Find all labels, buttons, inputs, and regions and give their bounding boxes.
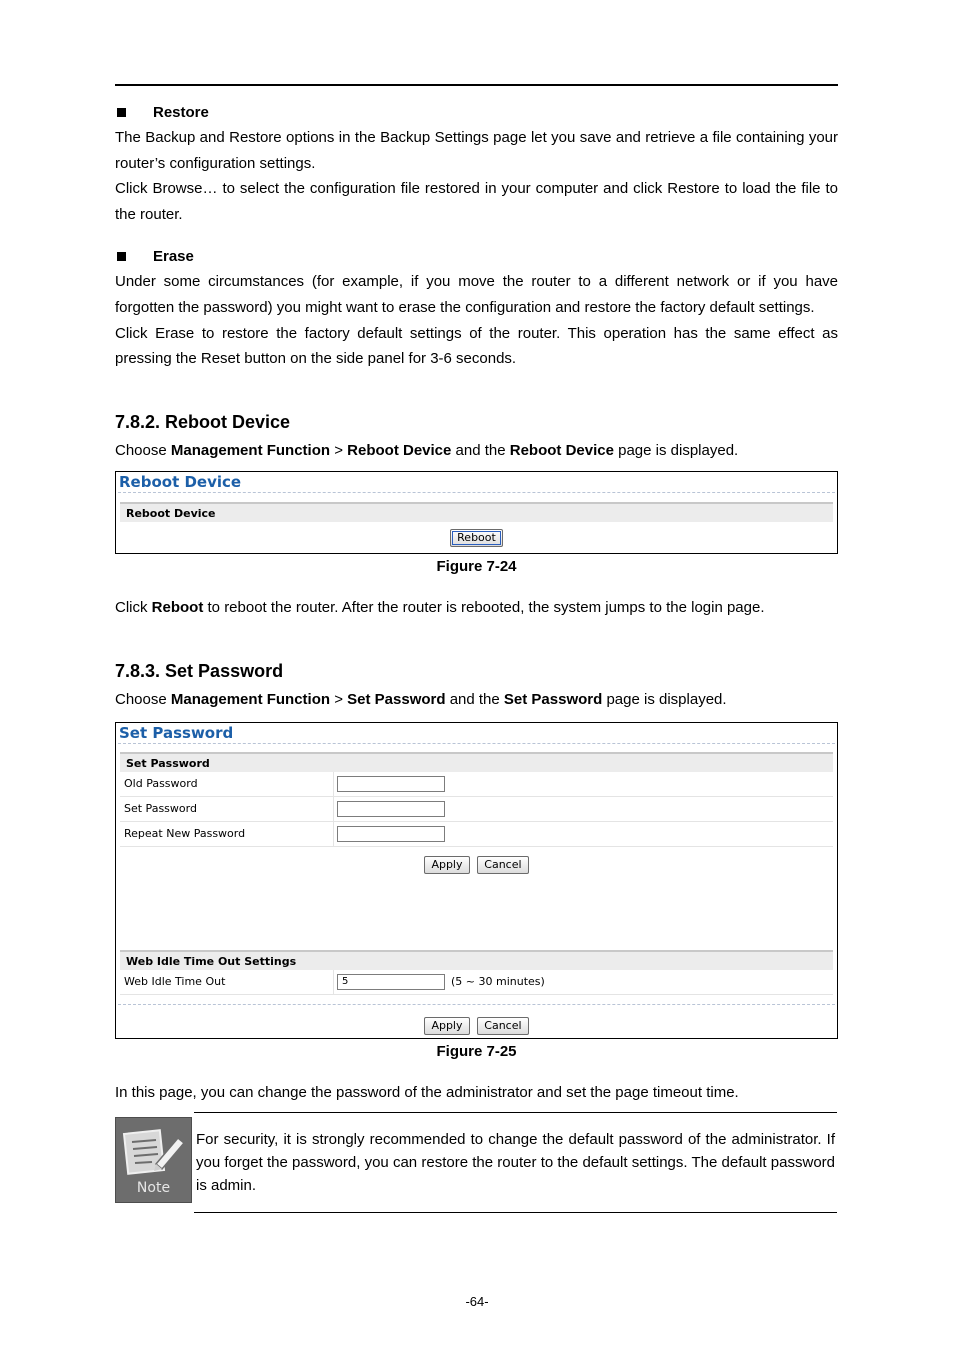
restore-heading-text: Restore (153, 104, 209, 121)
reboot-section-heading: 7.8.2. Reboot Device (115, 411, 291, 432)
reboot-intro-pre: Choose (115, 441, 171, 459)
old-password-row (120, 772, 833, 797)
bullet-square-icon (117, 108, 126, 117)
apply-button[interactable]: Apply (424, 856, 469, 874)
password-subheader: Set Password (120, 752, 833, 772)
title-divider (118, 492, 835, 493)
bullet-square-icon (117, 252, 126, 261)
reboot-panel-title: Reboot Device (119, 473, 242, 492)
password-intro-sep: > (330, 690, 348, 708)
password-intro-page: Set Password (503, 690, 603, 708)
idle-timeout-hint: (5 ~ 30 minutes) (451, 975, 545, 989)
note-pencil-icon (116, 1118, 193, 1180)
reboot-after-pre: Click (115, 599, 152, 617)
reboot-button-row (116, 527, 837, 547)
password-intro-menu: Management Function (170, 690, 331, 708)
set-password-input[interactable] (337, 801, 445, 817)
reboot-after-post: to reboot the router. After the router is rebooted, the system jumps to the login page. (203, 599, 765, 617)
repeat-password-input[interactable] (337, 826, 445, 842)
password-intro-pre: Choose (115, 690, 171, 708)
password-intro-mid: and the (445, 690, 504, 708)
note-icon-label: Note (136, 1180, 171, 1197)
reboot-subheader: Reboot Device (120, 502, 833, 522)
note-text: For security, it is strongly recommended to change the default password of the administrator. If you forget the password, you can restore the router to the default settings. The default password is admin. (194, 1112, 837, 1212)
header-rule (115, 84, 838, 86)
reboot-intro-post: page is displayed. (613, 441, 739, 459)
reboot-after-text (115, 595, 838, 621)
repeat-password-label: Repeat New Password (120, 822, 334, 846)
page-content (115, 100, 838, 1212)
apply-button-2[interactable]: Apply (424, 1017, 469, 1035)
set-password-panel (115, 722, 838, 1039)
password-intro-post: page is displayed. (602, 690, 727, 708)
erase-paragraph-2: Click Erase to restore the factory default settings of the router. This operation has the same effect as pressing the Reset button on the side panel for 3-6 seconds. (115, 324, 838, 368)
idle-timeout-input[interactable] (337, 974, 445, 990)
idle-timeout-label: Web Idle Time Out (120, 970, 334, 994)
reboot-device-panel (115, 471, 838, 554)
reboot-intro-menu: Management Function (170, 441, 331, 459)
idle-timeout-row (120, 970, 833, 995)
password-panel-title: Set Password (119, 723, 234, 742)
reboot-intro-page: Reboot Device (509, 441, 614, 459)
restore-paragraph-1: The Backup and Restore options in the Backup Settings page let you save and retrieve a file containing your router’s configuration settings. (115, 129, 838, 172)
erase-heading-text: Erase (153, 248, 194, 266)
erase-heading (115, 244, 838, 269)
restore-paragraph-2: Click Browse… to select the configuration file restored in your computer and click Restore to load the file to the router. (115, 180, 838, 223)
old-password-input[interactable] (337, 776, 445, 792)
reboot-intro-item: Reboot Device (347, 441, 452, 459)
password-section-heading: 7.8.3. Set Password (115, 660, 284, 681)
figure-caption-7-25: Figure 7-25 (436, 1042, 517, 1060)
reboot-intro-mid: and the (451, 441, 510, 459)
note-icon (115, 1117, 192, 1203)
old-password-label: Old Password (120, 772, 334, 796)
password-after-text: In this page, you can change the password of the administrator and set the page timeout time. (115, 1083, 739, 1101)
figure-caption-7-24: Figure 7-24 (436, 558, 517, 576)
erase-paragraph-1: Under some circumstances (for example, if you move the router to a different network or if you have forgotten the password) you might want to erase the configuration and restore the factory default settings. (115, 273, 838, 316)
password-intro (115, 687, 838, 713)
idle-button-row (116, 1015, 837, 1035)
idle-divider (118, 1004, 835, 1005)
cancel-button[interactable]: Cancel (477, 856, 528, 874)
reboot-intro-sep: > (330, 441, 348, 459)
password-button-row (116, 854, 837, 874)
restore-heading (115, 100, 838, 125)
idle-timeout-subheader: Web Idle Time Out Settings (120, 950, 833, 970)
reboot-intro (115, 438, 838, 464)
password-intro-item: Set Password (347, 690, 446, 708)
reboot-button[interactable]: Reboot (450, 529, 503, 547)
cancel-button-2[interactable]: Cancel (477, 1017, 528, 1035)
repeat-password-row (120, 822, 833, 847)
reboot-after-bold: Reboot (151, 599, 204, 617)
set-password-label: Set Password (120, 797, 334, 821)
set-password-row (120, 797, 833, 822)
page-number: -64- (465, 1294, 489, 1309)
note-box (115, 1112, 838, 1212)
title-divider (118, 743, 835, 744)
